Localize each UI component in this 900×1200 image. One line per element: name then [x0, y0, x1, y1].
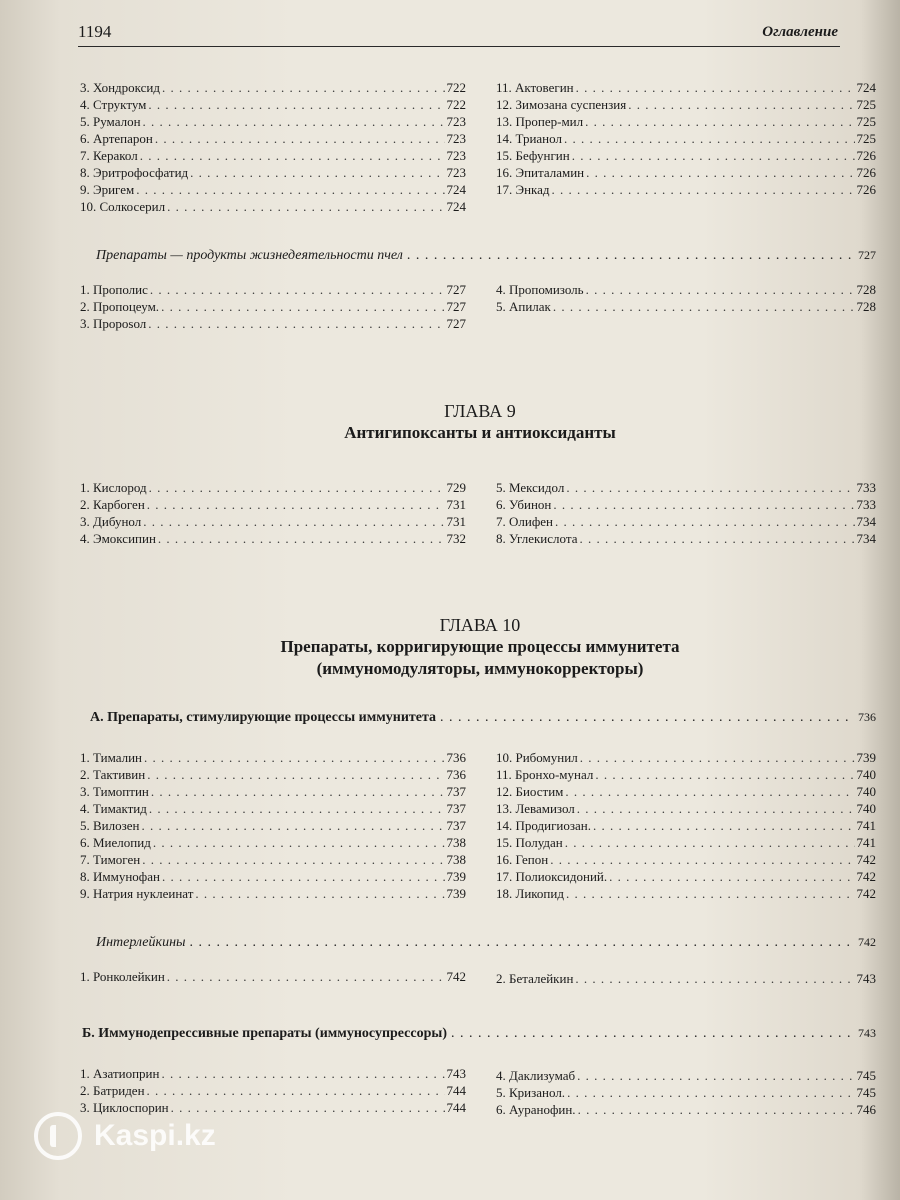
entry-title: 5. Мексидол: [496, 480, 565, 495]
entry-page: 743: [446, 1066, 466, 1081]
secB-right-list: [496, 1067, 876, 1118]
leader-dots: [407, 248, 854, 264]
toc-entry: [496, 783, 876, 800]
leader-dots: [451, 1026, 854, 1042]
entry-page: 729: [446, 480, 466, 495]
entry-title: 11. Бронхо-мунал: [496, 767, 594, 782]
leader-dots: [628, 96, 854, 113]
entry-page: 728: [856, 299, 876, 314]
entry-page: 740: [856, 767, 876, 782]
section-title: А. Препараты, стимулирующие процессы иммунитета: [90, 710, 437, 725]
secA-left-list: [80, 749, 466, 902]
entry-page: 734: [856, 531, 876, 546]
entry-page: 727: [446, 316, 466, 331]
entry-page: 732: [446, 531, 466, 546]
toc-entry: [496, 181, 876, 198]
entry-title: 4. Даклизумаб: [496, 1068, 576, 1083]
entry-title: 6. Убинон: [496, 497, 552, 512]
toc-entry: [80, 198, 466, 215]
section-title: Интерлейкины: [96, 935, 186, 950]
section-bee-products: [96, 248, 876, 264]
toc-entry: [80, 113, 466, 130]
leader-dots: [586, 164, 854, 181]
leader-dots: [148, 315, 444, 332]
page-number: 1194: [78, 22, 112, 41]
toc-entry: [496, 530, 876, 547]
leader-dots: [153, 834, 445, 851]
entry-page: 726: [856, 182, 876, 197]
toc-entry: [80, 766, 466, 783]
toc-entry: [80, 817, 466, 834]
entry-title: 17. Энкад: [496, 182, 550, 197]
leader-dots: [149, 800, 445, 817]
toc-entry: [80, 130, 466, 147]
entry-title: 4. Эмоксипин: [80, 531, 156, 546]
toc-entry: [496, 749, 876, 766]
entry-page: 742: [446, 969, 466, 984]
leader-dots: [158, 530, 445, 547]
entry-title: 2. Батриден: [80, 1083, 145, 1098]
leader-dots: [567, 1084, 854, 1101]
leader-dots: [161, 1065, 444, 1082]
toc-entry: [80, 800, 466, 817]
leader-dots: [572, 147, 855, 164]
leader-dots: [155, 130, 445, 147]
leader-dots: [151, 783, 445, 800]
leader-dots: [143, 113, 445, 130]
toc-entry: [80, 164, 466, 181]
entry-page: 744: [446, 1100, 466, 1115]
toc-entry: [496, 817, 876, 834]
leader-dots: [162, 868, 445, 885]
leader-dots: [150, 281, 445, 298]
leader-dots: [586, 281, 855, 298]
kaspi-logo-icon: [34, 1112, 82, 1160]
entry-title: 4. Пропомизоль: [496, 282, 584, 297]
entry-page: 743: [856, 971, 876, 986]
entry-page: 727: [446, 282, 466, 297]
entry-title: 5. Румалон: [80, 114, 141, 129]
entry-title: 14. Продигиозан.: [496, 818, 591, 833]
leader-dots: [161, 298, 444, 315]
entry-title: 10. Рибомунил: [496, 750, 578, 765]
entry-page: 745: [856, 1085, 876, 1100]
toc-entry: [80, 1082, 466, 1099]
leader-dots: [140, 147, 445, 164]
entry-title: 8. Эритрофосфатид: [80, 165, 189, 180]
toc-entry: [80, 885, 466, 902]
toc-entry: [80, 496, 466, 513]
entry-title: 17. Полиоксидоний.: [496, 869, 608, 884]
entry-title: 2. Тактивин: [80, 767, 146, 782]
entry-title: 6. Миелопид: [80, 835, 151, 850]
entry-title: 15. Бефунгин: [496, 148, 570, 163]
leader-dots: [144, 749, 445, 766]
entry-page: 740: [856, 801, 876, 816]
section-title: Б. Иммунодепрессивные препараты (иммуносупрессоры): [82, 1026, 447, 1041]
inter-right-list: [496, 970, 876, 987]
toc-entry: [496, 766, 876, 783]
toc-entry: [496, 113, 876, 130]
entry-page: 723: [446, 114, 466, 129]
leader-dots: [595, 766, 854, 783]
toc-entry: [496, 834, 876, 851]
toc-entry: [496, 479, 876, 496]
watermark-text: Kaspi.kz: [94, 1119, 216, 1152]
entry-title: 4. Тимактид: [80, 801, 147, 816]
toc-entry: [496, 147, 876, 164]
toc-entry: [496, 513, 876, 530]
toc-entry: [496, 800, 876, 817]
bee-left-list: [80, 281, 466, 332]
entry-page: 733: [856, 497, 876, 512]
entry-page: 725: [856, 114, 876, 129]
leader-dots: [136, 181, 444, 198]
section-interleukins: [96, 935, 876, 951]
toc-entry: [80, 281, 466, 298]
entry-title: 13. Левамизол: [496, 801, 575, 816]
page-header: [78, 20, 840, 47]
entry-page: 741: [856, 818, 876, 833]
section-a: [90, 710, 876, 726]
entry-title: 3. Проposол: [80, 316, 147, 331]
entry-page: 737: [446, 818, 466, 833]
entry-title: 2. Карбоген: [80, 497, 145, 512]
entry-title: 5. Апилак: [496, 299, 551, 314]
entry-page: 724: [856, 80, 876, 95]
leader-dots: [190, 935, 855, 951]
toc-entry: [80, 315, 466, 332]
toc-entry: [496, 1067, 876, 1084]
secA-right-list: [496, 749, 876, 902]
toc-entry: [80, 1065, 466, 1082]
toc-entry: [80, 834, 466, 851]
toc-entry: [80, 783, 466, 800]
toc-entry: [80, 749, 466, 766]
entry-title: 12. Биостим: [496, 784, 564, 799]
entry-title: 7. Тимоген: [80, 852, 141, 867]
kaspi-watermark: [34, 1112, 216, 1160]
toc-entry: [496, 96, 876, 113]
entry-page: 738: [446, 835, 466, 850]
toc-entry: [496, 281, 876, 298]
entry-page: 722: [446, 97, 466, 112]
entry-title: 8. Иммунофан: [80, 869, 160, 884]
entry-page: 745: [856, 1068, 876, 1083]
leader-dots: [195, 885, 444, 902]
leader-dots: [552, 181, 855, 198]
leader-dots: [147, 766, 444, 783]
leader-dots: [579, 530, 854, 547]
entry-title: 3. Дибунол: [80, 514, 142, 529]
entry-title: 1. Ронколейкин: [80, 969, 165, 984]
toc-entry: [496, 298, 876, 315]
chapter-title-line1: Препараты, корригирующие процессы иммунитета: [280, 637, 680, 656]
entry-title: 3. Циклоспорин: [80, 1100, 169, 1115]
leader-dots: [609, 868, 854, 885]
entry-page: 727: [446, 299, 466, 314]
leader-dots: [577, 1067, 854, 1084]
leader-dots: [566, 479, 854, 496]
toc-entry: [496, 79, 876, 96]
bee-right-list: [496, 281, 876, 315]
entry-page: 736: [446, 750, 466, 765]
section-page: 727: [858, 248, 876, 262]
chapter-number: ГЛАВА 10: [439, 615, 521, 635]
entry-page: 734: [856, 514, 876, 529]
leader-dots: [147, 496, 445, 513]
toc-entry: [80, 298, 466, 315]
entry-page: 739: [856, 750, 876, 765]
leader-dots: [148, 96, 444, 113]
entry-title: 1. Тималин: [80, 750, 142, 765]
entry-title: 7. Керакол: [80, 148, 138, 163]
entry-page: 726: [856, 148, 876, 163]
entry-title: 6. Ауранофин.: [496, 1102, 576, 1117]
toc-entry: [496, 130, 876, 147]
section-page: 743: [858, 1026, 876, 1040]
entry-title: 16. Гепон: [496, 852, 549, 867]
toc-entry: [496, 164, 876, 181]
entry-page: 742: [856, 852, 876, 867]
entry-title: 15. Полудан: [496, 835, 563, 850]
toc-entry: [496, 868, 876, 885]
leader-dots: [162, 79, 445, 96]
entry-title: 5. Вилозен: [80, 818, 140, 833]
entry-title: 16. Эпиталамин: [496, 165, 585, 180]
entry-page: 726: [856, 165, 876, 180]
toc-entry: [80, 968, 466, 985]
block1-left-list: [80, 79, 466, 215]
entry-page: 741: [856, 835, 876, 850]
entry-page: 738: [446, 852, 466, 867]
entry-page: 733: [856, 480, 876, 495]
leader-dots: [565, 783, 854, 800]
leader-dots: [553, 496, 854, 513]
leader-dots: [142, 851, 444, 868]
entry-title: 5. Кризанол.: [496, 1085, 566, 1100]
toc-entry: [496, 496, 876, 513]
entry-page: 725: [856, 97, 876, 112]
entry-title: 2. Беталейкин: [496, 971, 574, 986]
leader-dots: [555, 513, 855, 530]
leader-dots: [578, 1101, 855, 1118]
leader-dots: [141, 817, 444, 834]
leader-dots: [550, 851, 854, 868]
section-b: [82, 1026, 876, 1042]
entry-title: 9. Эригем: [80, 182, 135, 197]
entry-page: 731: [446, 514, 466, 529]
toc-entry: [80, 530, 466, 547]
entry-page: 724: [446, 199, 466, 214]
inter-left-list: [80, 968, 466, 985]
entry-title: 14. Трианол: [496, 131, 562, 146]
leader-dots: [585, 113, 854, 130]
block1-right-list: [496, 79, 876, 198]
leader-dots: [577, 800, 855, 817]
entry-title: 6. Артепарон: [80, 131, 153, 146]
entry-page: 736: [446, 767, 466, 782]
entry-page: 723: [446, 165, 466, 180]
entry-page: 725: [856, 131, 876, 146]
entry-title: 10. Солкосерил: [80, 199, 166, 214]
leader-dots: [565, 834, 855, 851]
toc-entry: [80, 513, 466, 530]
toc-entry: [80, 96, 466, 113]
leader-dots: [566, 885, 855, 902]
leader-dots: [593, 817, 855, 834]
toc-entry: [496, 1101, 876, 1118]
toc-entry: [496, 970, 876, 987]
entry-title: 9. Натрия нуклеинат: [80, 886, 194, 901]
ch9-left-list: [80, 479, 466, 547]
entry-title: 8. Углекислота: [496, 531, 578, 546]
entry-page: 737: [446, 801, 466, 816]
entry-title: 3. Тимоптин: [80, 784, 149, 799]
entry-page: 746: [856, 1102, 876, 1117]
entry-title: 12. Зимозана суспензия: [496, 97, 627, 112]
entry-title: 1. Азатиоприн: [80, 1066, 160, 1081]
ch9-right-list: [496, 479, 876, 547]
chapter-title: Антигипоксанты и антиоксиданты: [344, 423, 616, 442]
chapter-number: ГЛАВА 9: [444, 401, 516, 421]
leader-dots: [149, 479, 445, 496]
leader-dots: [576, 79, 855, 96]
entry-page: 724: [446, 182, 466, 197]
chapter-9-heading: [80, 400, 880, 444]
section-page: 736: [858, 710, 876, 724]
entry-page: 737: [446, 784, 466, 799]
entry-page: 731: [446, 497, 466, 512]
entry-title: 18. Ликопид: [496, 886, 564, 901]
leader-dots: [143, 513, 444, 530]
entry-title: 1. Прополис: [80, 282, 148, 297]
entry-page: 723: [446, 131, 466, 146]
entry-page: 739: [446, 886, 466, 901]
leader-dots: [167, 198, 444, 215]
toc-entry: [496, 885, 876, 902]
entry-title: 11. Актовегин: [496, 80, 574, 95]
leader-dots: [190, 164, 444, 181]
entry-page: 728: [856, 282, 876, 297]
leader-dots: [147, 1082, 445, 1099]
entry-page: 723: [446, 148, 466, 163]
toc-entry: [80, 851, 466, 868]
chapter-title-line2: (иммуномодуляторы, иммунокорректоры): [316, 659, 644, 678]
leader-dots: [553, 298, 855, 315]
section-title: Препараты — продукты жизнедеятельности пчел: [96, 248, 403, 263]
entry-title: 1. Кислород: [80, 480, 147, 495]
leader-dots: [564, 130, 855, 147]
leader-dots: [167, 968, 445, 985]
toc-entry: [496, 851, 876, 868]
toc-entry: [80, 181, 466, 198]
entry-page: 740: [856, 784, 876, 799]
entry-page: 742: [856, 869, 876, 884]
entry-title: 4. Структум: [80, 97, 147, 112]
chapter-10-heading: [80, 614, 880, 680]
leader-dots: [580, 749, 855, 766]
toc-entry: [80, 147, 466, 164]
toc-entry: [80, 479, 466, 496]
entry-page: 744: [446, 1083, 466, 1098]
entry-page: 722: [446, 80, 466, 95]
entry-title: 2. Пропоцеум.: [80, 299, 160, 314]
leader-dots: [575, 970, 854, 987]
entry-page: 739: [446, 869, 466, 884]
toc-entry: [80, 868, 466, 885]
secB-left-list: [80, 1065, 466, 1116]
entry-title: 7. Олифен: [496, 514, 553, 529]
entry-title: 3. Хондроксид: [80, 80, 160, 95]
entry-page: 742: [856, 886, 876, 901]
section-page: 742: [858, 935, 876, 949]
entry-title: 13. Пропер-мил: [496, 114, 584, 129]
toc-entry: [496, 1084, 876, 1101]
running-title: Оглавление: [762, 24, 838, 40]
toc-entry: [80, 79, 466, 96]
leader-dots: [440, 710, 854, 726]
